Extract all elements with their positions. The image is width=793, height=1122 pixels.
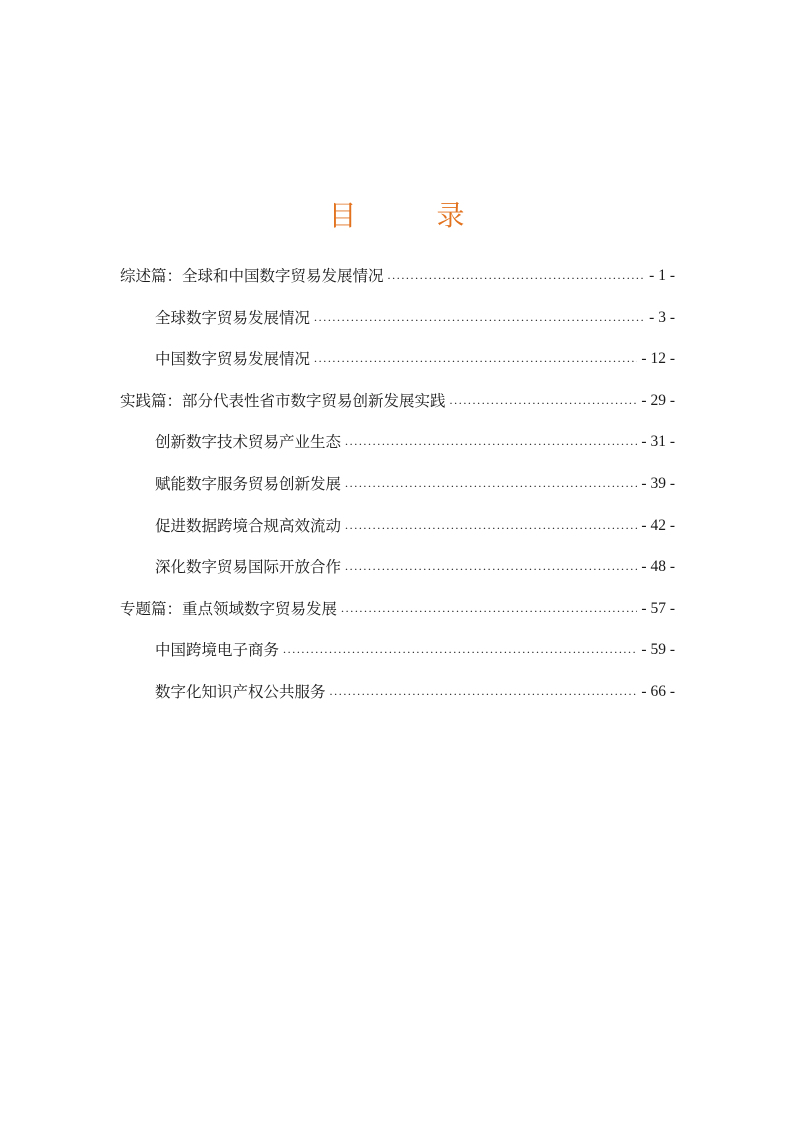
toc-entry-label: 深化数字贸易国际开放合作 — [155, 558, 342, 576]
toc-entry-label: 实践篇：部分代表性省市数字贸易创新发展实践 — [120, 392, 446, 410]
toc-entry-label: 中国跨境电子商务 — [155, 641, 280, 659]
toc-entry-label: 中国数字贸易发展情况 — [155, 350, 311, 368]
toc-entry-overview[interactable] — [120, 263, 675, 289]
toc-dot-leader — [345, 513, 637, 539]
toc-entry-label: 促进数据跨境合规高效流动 — [155, 517, 342, 535]
toc-entry-label: 创新数字技术贸易产业生态 — [155, 433, 342, 451]
toc-dot-leader — [283, 637, 637, 663]
toc-entry-china-digital-trade[interactable] — [155, 346, 675, 372]
toc-entry-label: 数字化知识产权公共服务 — [155, 683, 326, 701]
toc-dot-leader — [345, 471, 637, 497]
toc-page-number: - 57 - — [641, 600, 675, 617]
toc-entry-cross-border-data[interactable] — [155, 513, 675, 539]
toc-entry-label: 专题篇：重点领域数字贸易发展 — [120, 600, 338, 618]
toc-dot-leader — [345, 554, 637, 580]
toc-page-number: - 42 - — [641, 517, 675, 534]
toc-dot-leader — [450, 388, 638, 414]
toc-page-number: - 1 - — [649, 267, 675, 284]
toc-entry-tech-ecosystem[interactable] — [155, 429, 675, 455]
toc-entry-global-digital-trade[interactable] — [155, 305, 675, 331]
toc-entry-cross-border-ecommerce[interactable] — [155, 637, 675, 663]
toc-page-number: - 12 - — [641, 350, 675, 367]
toc-dot-leader — [388, 263, 646, 289]
toc-page-number: - 31 - — [641, 433, 675, 450]
toc-dot-leader — [314, 346, 637, 372]
toc-dot-leader — [314, 305, 645, 331]
toc-dot-leader — [341, 596, 637, 622]
toc-page-number: - 39 - — [641, 475, 675, 492]
toc-page-number: - 66 - — [641, 683, 675, 700]
toc-entry-practice[interactable] — [120, 388, 675, 414]
toc-entry-international-cooperation[interactable] — [155, 554, 675, 580]
toc-entry-ip-public-service[interactable] — [155, 679, 675, 705]
toc-entry-label: 全球数字贸易发展情况 — [155, 309, 311, 327]
toc-page-number: - 59 - — [641, 641, 675, 658]
toc-dot-leader — [330, 679, 638, 705]
toc-entry-special-topics[interactable] — [120, 596, 675, 622]
toc-page-number: - 3 - — [649, 309, 675, 326]
toc-entry-label: 赋能数字服务贸易创新发展 — [155, 475, 342, 493]
toc-title: 目 录 — [328, 199, 491, 232]
toc-dot-leader — [345, 429, 637, 455]
toc-page-number: - 48 - — [641, 558, 675, 575]
toc-entry-label: 综述篇：全球和中国数字贸易发展情况 — [120, 267, 384, 285]
toc-page-number: - 29 - — [641, 392, 675, 409]
toc-entry-service-trade[interactable] — [155, 471, 675, 497]
